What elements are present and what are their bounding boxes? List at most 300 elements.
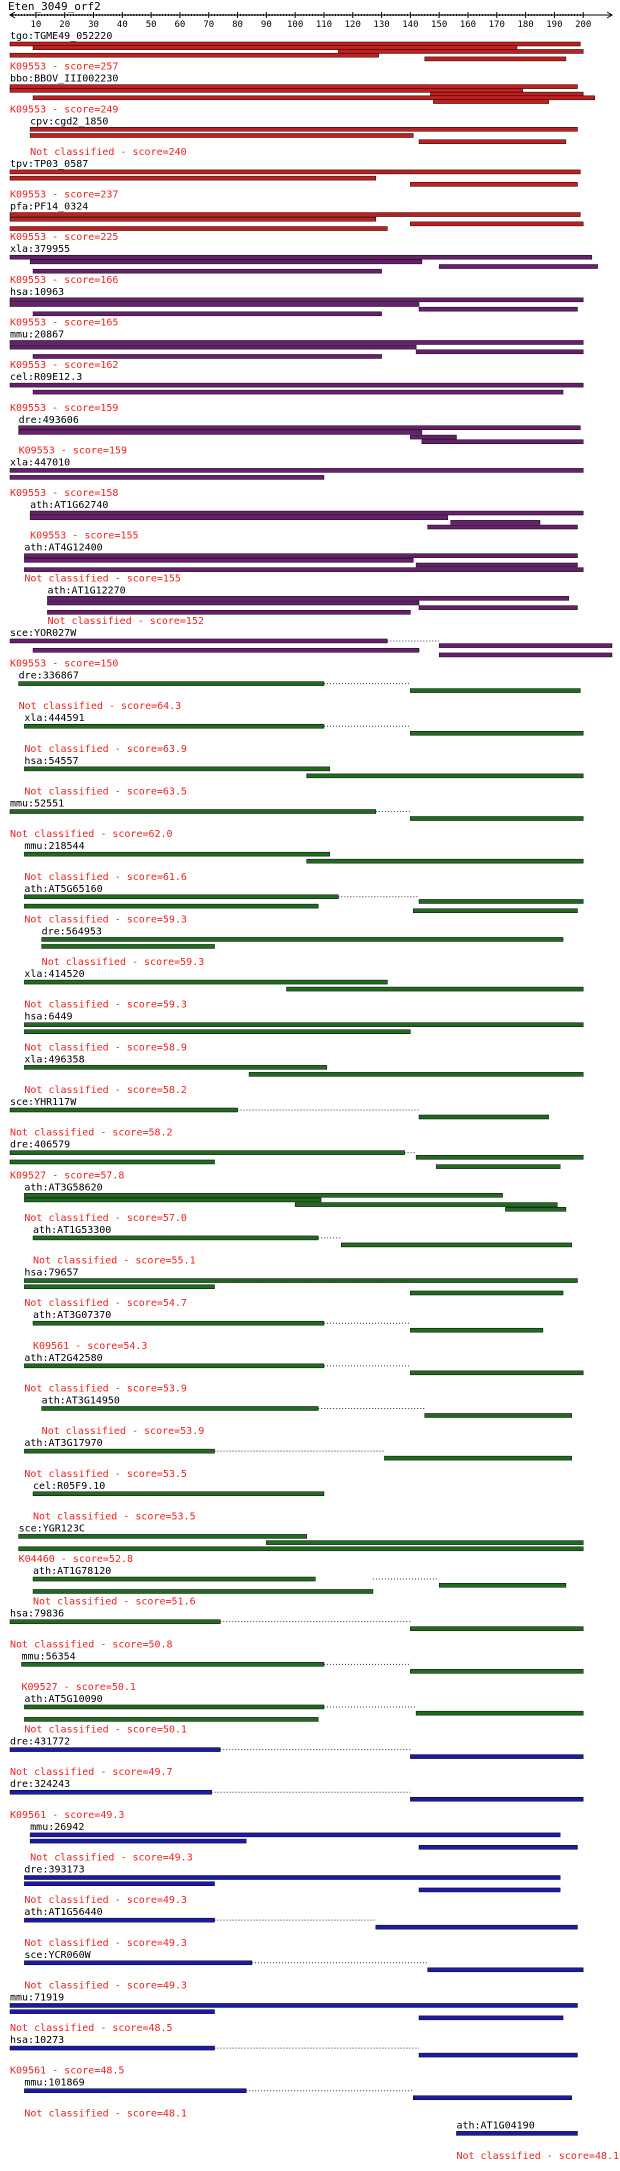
alignment-entry[interactable]: [10, 2035, 577, 2077]
alignment-bar: [10, 213, 580, 217]
alignment-entry[interactable]: [24, 1268, 577, 1310]
score-value: 257: [100, 61, 119, 73]
score-value: 159: [108, 445, 128, 457]
alignment-entry[interactable]: [24, 884, 583, 926]
ko-label: Not classified: [24, 871, 109, 883]
alignment-entry[interactable]: [24, 1438, 571, 1480]
classification-label: [24, 914, 187, 925]
ko-label: K09561: [33, 1340, 70, 1352]
alignment-entry[interactable]: [19, 415, 584, 457]
alignment-entry[interactable]: [42, 1395, 572, 1437]
gene-id-label[interactable]: xla:414520: [24, 969, 85, 981]
alignment-bar: [30, 1839, 246, 1843]
gene-id-label[interactable]: sce:YHR117W: [10, 1097, 77, 1108]
classification-label: [19, 701, 182, 712]
alignment-bar: [42, 937, 563, 941]
score-separator: - score=: [108, 1383, 163, 1395]
alignment-entry[interactable]: [33, 1310, 543, 1352]
alignment-entry[interactable]: [10, 329, 583, 371]
score-separator: - score=: [46, 488, 101, 500]
score-separator: - score=: [46, 402, 101, 414]
gene-id-label[interactable]: cel:R09E12.3: [10, 372, 83, 384]
gene-id-label[interactable]: xla:444591: [24, 713, 85, 725]
score-value: 57.0: [162, 1212, 187, 1224]
axis-tick-label: 20: [59, 20, 71, 30]
gene-id-label[interactable]: tgo:TGME49_052220: [10, 31, 113, 42]
score-separator: - score=: [94, 1127, 149, 1139]
alignment-bar: [33, 390, 563, 394]
score-separator: - score=: [66, 530, 121, 542]
alignment-bar: [33, 1577, 315, 1581]
axis-tick-label: 160: [459, 20, 477, 30]
axis-tick-label: 70: [203, 20, 215, 30]
gene-id-label[interactable]: hsa:10963: [10, 286, 65, 298]
alignment-bar: [10, 2046, 215, 2050]
classification-label: [10, 403, 118, 414]
classification-label: [33, 1597, 196, 1608]
axis-tick-label: 100: [287, 20, 304, 30]
alignment-entry[interactable]: [24, 756, 583, 798]
gene-id-label[interactable]: ath:AT5G65160: [24, 883, 103, 895]
alignment-bar: [419, 1115, 549, 1119]
gene-id-label[interactable]: ath:AT1G53300: [33, 1224, 112, 1236]
alignment-entry[interactable]: [24, 1353, 583, 1395]
gene-id-label[interactable]: hsa:54557: [24, 755, 79, 767]
ko-label: K09527: [21, 1681, 58, 1693]
score-separator: - score=: [125, 1426, 181, 1438]
score-value: 166: [100, 274, 119, 286]
classification-label: [10, 1810, 124, 1821]
alignment-entry[interactable]: [10, 244, 598, 286]
gene-id-label[interactable]: tpv:TP03_0587: [10, 158, 89, 170]
alignment-bar: [419, 2053, 577, 2057]
score-separator: - score=: [108, 999, 163, 1011]
alignment-bar: [30, 511, 583, 515]
axis-tick-label: 90: [260, 20, 272, 30]
score-separator: - score=: [117, 1255, 172, 1267]
classification-label: [22, 1682, 136, 1693]
score-separator: - score=: [54, 1554, 109, 1566]
score-separator: - score=: [57, 1681, 112, 1693]
gene-id-label[interactable]: dre:406579: [10, 1139, 71, 1151]
alignment-bar: [24, 1705, 324, 1709]
gene-id-label[interactable]: dre:493606: [18, 414, 79, 426]
alignment-entry[interactable]: [24, 1865, 560, 1907]
alignment-bar: [24, 1449, 214, 1453]
alignment-bar: [433, 100, 548, 104]
axis-tick-label: 60: [174, 20, 186, 30]
ko-label: Not classified: [33, 1596, 118, 1608]
alignment-bar: [338, 49, 583, 53]
score-separator: - score=: [46, 61, 101, 73]
classification-label: [10, 1767, 173, 1778]
classification-label: [24, 1298, 187, 1309]
alignment-entry[interactable]: [10, 1609, 583, 1651]
alignment-entry[interactable]: [24, 1950, 583, 1992]
score-separator: - score=: [108, 573, 163, 585]
classification-label: [24, 1725, 187, 1736]
axis-tick-label: 190: [546, 20, 563, 30]
score-separator: - score=: [108, 1042, 163, 1054]
classification-label: [10, 317, 118, 328]
alignment-entry[interactable]: [24, 1907, 577, 1949]
alignment-entry[interactable]: [24, 713, 583, 755]
alignment-entry[interactable]: [19, 671, 581, 713]
gene-id-label[interactable]: dre:564953: [41, 926, 102, 938]
classification-label: [10, 1639, 173, 1650]
gene-id-label[interactable]: bbo:BBOV_III002230: [10, 73, 119, 85]
alignment-entry[interactable]: [33, 1566, 566, 1608]
alignment-bar: [410, 1797, 583, 1801]
ko-label: K09553: [10, 360, 47, 372]
score-separator: - score=: [46, 189, 101, 201]
alignment-bar: [30, 133, 413, 137]
alignment-bar: [47, 596, 568, 600]
alignment-entry[interactable]: [24, 841, 583, 883]
chart-title: Eten_3049_orf2: [8, 0, 101, 13]
score-value: 49.7: [148, 1767, 173, 1779]
gene-id-label[interactable]: ath:AT1G62740: [30, 500, 109, 512]
alignment-entry[interactable]: [24, 2078, 571, 2120]
gene-id-label[interactable]: cel:R05F9.10: [33, 1480, 106, 1492]
alignment-entry[interactable]: [10, 457, 583, 499]
score-value: 58.2: [162, 1085, 187, 1096]
score-value: 50.1: [162, 1724, 187, 1736]
alignment-bar: [10, 639, 387, 643]
alignment-bar: [10, 1790, 212, 1794]
alignment-entry[interactable]: [10, 74, 595, 116]
alignment-bar: [10, 810, 376, 814]
ko-label: K09561: [10, 2065, 47, 2077]
classification-label: [10, 2023, 173, 2034]
scale-axis: [10, 12, 612, 30]
score-value: 49.3: [100, 1809, 125, 1821]
classification-label: [24, 872, 187, 883]
score-value: 49.3: [162, 1937, 187, 1949]
score-separator: - score=: [108, 1212, 163, 1224]
classification-label: [30, 147, 187, 158]
classification-label: [10, 104, 118, 115]
gene-id-label[interactable]: pfa:PF14_0324: [10, 201, 89, 213]
alignment-entry[interactable]: [24, 969, 583, 1011]
ko-label: Not classified: [18, 701, 103, 713]
alignment-entry[interactable]: [33, 1481, 324, 1523]
alignment-bar: [419, 899, 583, 903]
alignment-entry[interactable]: [10, 628, 612, 670]
gene-id-label[interactable]: xla:447010: [10, 457, 71, 469]
alignment-entry[interactable]: [24, 1694, 583, 1736]
alignment-entry[interactable]: [10, 31, 583, 73]
score-value: 48.1: [162, 2108, 187, 2120]
score-separator: - score=: [94, 1767, 149, 1779]
gene-id-label[interactable]: dre:336867: [18, 670, 79, 682]
alignment-bar: [22, 1662, 324, 1666]
classification-label: [24, 744, 187, 755]
alignment-entry[interactable]: [10, 159, 580, 201]
alignment-bar: [419, 1888, 560, 1892]
gene-id-label[interactable]: mmu:52551: [10, 798, 65, 810]
score-value: 52.8: [108, 1554, 134, 1566]
classification-label: [24, 1469, 187, 1480]
alignment-bar: [24, 904, 318, 908]
gene-id-label[interactable]: mmu:218544: [24, 841, 85, 853]
alignment-bar: [439, 1583, 566, 1587]
axis-tick-label: 180: [517, 20, 534, 30]
score-value: 61.6: [162, 871, 187, 883]
gene-id-label[interactable]: cpv:cgd2_1850: [30, 116, 109, 128]
gene-id-label[interactable]: sce:YOR027W: [10, 627, 77, 639]
alignment-bar: [10, 217, 376, 221]
ko-label: Not classified: [24, 1042, 109, 1054]
score-value: 49.3: [168, 1852, 193, 1864]
gene-id-label[interactable]: xla:496358: [24, 1054, 85, 1066]
classification-label: [19, 1554, 133, 1565]
score-separator: - score=: [94, 2023, 149, 2035]
alignment-bar: [24, 724, 324, 728]
ko-label: Not classified: [30, 1852, 115, 1864]
alignment-entry[interactable]: [10, 799, 583, 841]
alignment-bar: [428, 1968, 584, 1972]
alignment-bar: [410, 182, 577, 186]
score-separator: - score=: [69, 1340, 124, 1352]
gene-id-label[interactable]: ath:AT3G58620: [24, 1182, 103, 1194]
alignment-bar: [24, 568, 583, 572]
alignment-entry[interactable]: [10, 287, 583, 329]
alignment-bar: [19, 426, 581, 430]
alignment-bar: [410, 1291, 563, 1295]
ko-label: Not classified: [47, 615, 132, 627]
alignment-bar: [42, 944, 215, 948]
score-value: 62.0: [148, 829, 173, 841]
score-separator: - score=: [108, 1298, 163, 1310]
alignment-bar: [10, 170, 580, 174]
ko-label: K09553: [10, 232, 47, 244]
gene-id-label[interactable]: ath:AT1G78120: [33, 1566, 112, 1578]
alignment-bar: [24, 1030, 410, 1034]
alignment-bar: [410, 817, 583, 821]
alignment-bar: [419, 2016, 563, 2020]
alignment-bar: [416, 1711, 583, 1715]
score-value: 58.2: [148, 1127, 173, 1139]
alignment-entry[interactable]: [456, 2120, 619, 2162]
score-value: 57.8: [100, 1170, 125, 1182]
gene-id-label[interactable]: ath:AT1G04190: [456, 2120, 535, 2132]
gene-id-label[interactable]: ath:AT4G12400: [24, 542, 103, 554]
ko-label: Not classified: [456, 2151, 541, 2162]
alignment-entry[interactable]: [33, 1225, 572, 1267]
gene-id-label[interactable]: hsa:79657: [24, 1267, 79, 1279]
gene-id-label[interactable]: ath:AT1G56440: [24, 1907, 103, 1919]
ko-label: Not classified: [30, 146, 115, 158]
gene-id-label[interactable]: ath:AT5G10090: [24, 1693, 103, 1705]
alignment-bar: [24, 1023, 583, 1027]
ko-label: K09553: [10, 104, 47, 116]
gene-id-label[interactable]: dre:393173: [24, 1864, 85, 1876]
axis-tick-label: 200: [575, 20, 592, 30]
score-value: 53.5: [171, 1511, 196, 1523]
alignment-bar: [419, 140, 566, 144]
score-separator: - score=: [108, 2108, 163, 2120]
gene-id-label[interactable]: dre:324243: [10, 1779, 71, 1791]
gene-id-label[interactable]: ath:AT3G14950: [41, 1395, 120, 1407]
alignment-bar: [33, 1589, 373, 1593]
score-separator: - score=: [46, 104, 101, 116]
score-value: 48.5: [100, 2065, 125, 2077]
gene-id-label[interactable]: sce:YCR060W: [24, 1949, 91, 1961]
classification-label: [10, 2066, 124, 2077]
classification-label: [24, 1000, 187, 1011]
score-value: 48.5: [148, 2023, 173, 2035]
alignment-bar: [47, 610, 410, 614]
alignment-entry[interactable]: [47, 585, 577, 627]
alignment-entry[interactable]: [10, 372, 583, 414]
alignment-entry[interactable]: [19, 1523, 584, 1565]
alignment-entry[interactable]: [10, 1737, 583, 1779]
alignment-entry[interactable]: [24, 543, 583, 585]
alignment-entry[interactable]: [10, 1140, 583, 1182]
alignment-entry[interactable]: [30, 116, 577, 158]
alignment-bar: [10, 1108, 238, 1112]
alignment-entry[interactable]: [10, 1779, 583, 1821]
score-value: 225: [100, 232, 119, 244]
gene-id-label[interactable]: mmu:101869: [24, 2077, 85, 2089]
gene-id-label[interactable]: ath:AT3G07370: [33, 1310, 112, 1322]
gene-id-label[interactable]: ath:AT2G42580: [24, 1352, 103, 1364]
alignment-bar: [410, 1669, 583, 1673]
alignment-entry[interactable]: [10, 202, 583, 244]
gene-id-label[interactable]: hsa:79836: [10, 1608, 65, 1620]
alignment-bar: [439, 653, 612, 657]
alignment-bar: [416, 563, 577, 567]
ko-label: K09553: [10, 658, 47, 670]
classification-label: [24, 1938, 187, 1949]
score-value: 165: [100, 317, 119, 329]
ko-label: Not classified: [24, 1895, 109, 1907]
alignment-bar: [10, 176, 376, 180]
alignment-entry[interactable]: [30, 500, 583, 542]
ko-label: K09553: [10, 274, 47, 286]
score-separator: - score=: [117, 1596, 172, 1608]
classification-label: [24, 1383, 187, 1394]
alignment-bar: [10, 1620, 220, 1624]
ko-label: Not classified: [24, 914, 109, 926]
gene-id-label[interactable]: mmu:26942: [30, 1821, 85, 1833]
gene-id-label[interactable]: mmu:71919: [10, 1992, 65, 2004]
alignment-bar: [33, 46, 517, 50]
alignment-bar: [24, 1279, 577, 1283]
classification-label: [10, 488, 118, 499]
alignment-bar: [30, 1833, 560, 1837]
alignment-bar: [19, 1547, 584, 1551]
gene-id-label[interactable]: mmu:20867: [10, 329, 65, 341]
gene-id-label[interactable]: hsa:10273: [10, 2035, 65, 2047]
alignment-bar: [10, 255, 592, 259]
alignment-bar: [266, 1541, 583, 1545]
gene-id-label[interactable]: hsa:6449: [24, 1011, 73, 1023]
alignment-entry[interactable]: [10, 1097, 549, 1139]
classification-label: [456, 2151, 619, 2162]
alignment-bar: [410, 731, 583, 735]
alignment-bar: [24, 1285, 214, 1289]
ko-label: Not classified: [24, 1724, 109, 1736]
alignment-bar: [24, 1065, 326, 1069]
classification-label: [10, 190, 118, 201]
score-value: 54.3: [123, 1340, 148, 1352]
classification-label: [24, 1895, 187, 1906]
alignment-bar: [10, 303, 419, 307]
score-value: 55.1: [171, 1255, 196, 1267]
ko-label: Not classified: [33, 1511, 118, 1523]
alignment-bar: [436, 1165, 560, 1169]
score-separator: - score=: [108, 1980, 163, 1992]
gene-id-label[interactable]: sce:YGR123C: [18, 1523, 85, 1535]
gene-id-label[interactable]: dre:431772: [10, 1736, 71, 1748]
alignment-bar: [456, 2131, 577, 2135]
score-separator: - score=: [108, 871, 163, 883]
alignment-bar: [33, 312, 382, 316]
alignment-bar: [287, 987, 584, 991]
classification-label: [19, 445, 127, 456]
ko-label: Not classified: [24, 999, 109, 1011]
alignment-bar: [425, 1413, 572, 1417]
score-separator: - score=: [94, 829, 149, 841]
alignment-entry[interactable]: [24, 1012, 583, 1054]
classification-label: [10, 1170, 124, 1181]
alignment-bar: [24, 1882, 214, 1886]
alignment-entry[interactable]: [24, 1054, 583, 1096]
gene-id-label[interactable]: ath:AT1G12270: [47, 585, 126, 597]
alignment-bar: [33, 1236, 318, 1240]
ko-label: Not classified: [24, 1298, 109, 1310]
alignment-bar: [307, 774, 584, 778]
score-separator: - score=: [108, 1937, 163, 1949]
alignment-bar: [10, 1160, 215, 1164]
ko-label: Not classified: [10, 2023, 95, 2035]
score-separator: - score=: [108, 786, 163, 798]
ko-label: Not classified: [24, 1937, 109, 1949]
alignment-bar: [10, 298, 583, 302]
gene-id-label[interactable]: xla:379955: [10, 244, 71, 256]
alignment-entry[interactable]: [30, 1822, 577, 1864]
classification-label: [24, 2108, 187, 2119]
score-separator: - score=: [46, 317, 101, 329]
alignment-bar: [413, 2096, 571, 2100]
alignment-bar: [439, 265, 597, 269]
gene-id-label[interactable]: ath:AT3G17970: [24, 1438, 103, 1450]
score-value: 48.1: [594, 2151, 620, 2162]
alignment-bar: [10, 1748, 220, 1752]
alignment-entry[interactable]: [24, 1182, 566, 1224]
score-separator: - score=: [102, 701, 158, 713]
score-value: 49.3: [162, 1895, 187, 1907]
alignment-bar: [422, 440, 583, 444]
alignment-entry[interactable]: [42, 926, 563, 968]
alignment-bar: [19, 1534, 307, 1538]
alignment-entry[interactable]: [10, 1992, 577, 2034]
classification-label: [24, 1085, 187, 1096]
ko-label: K09553: [10, 488, 47, 500]
classification-label: [10, 62, 118, 73]
alignment-entry[interactable]: [22, 1651, 584, 1693]
gene-id-label[interactable]: mmu:56354: [21, 1651, 76, 1663]
alignment-bar: [24, 1918, 214, 1922]
score-value: 49.3: [162, 1980, 187, 1992]
alignment-bar: [24, 554, 577, 558]
classification-label: [33, 1256, 196, 1267]
classification-label: [33, 1341, 147, 1352]
alignment-bar: [419, 606, 577, 610]
ko-label: Not classified: [10, 1127, 95, 1139]
